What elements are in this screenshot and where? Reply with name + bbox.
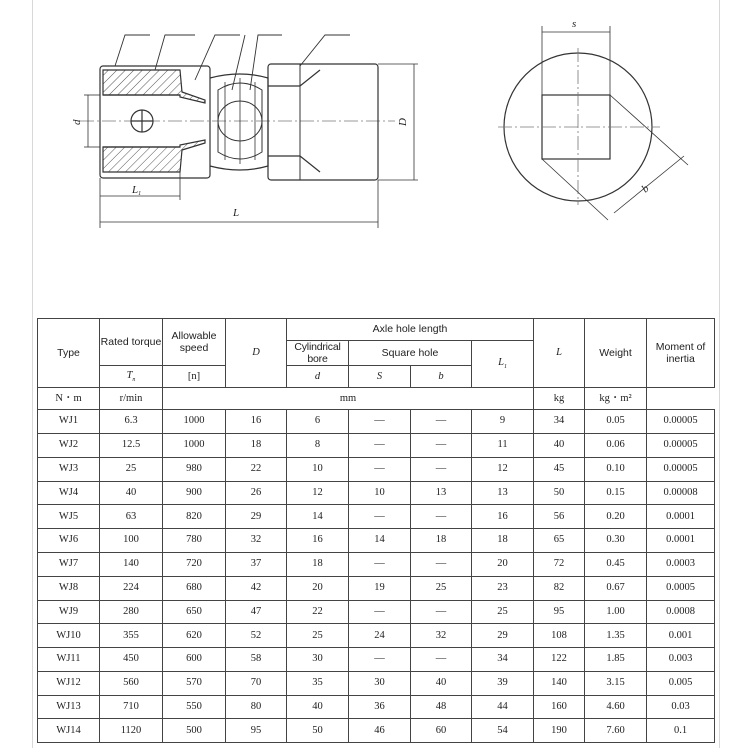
cell-L1: 44 bbox=[472, 695, 534, 719]
cell-weight: 1.35 bbox=[585, 624, 647, 648]
cell-b: 32 bbox=[411, 624, 472, 648]
cell-type: WJ14 bbox=[38, 719, 100, 743]
cell-D: 80 bbox=[226, 695, 287, 719]
cell-b: — bbox=[411, 457, 472, 481]
cell-type: WJ3 bbox=[38, 457, 100, 481]
cell-L1: 29 bbox=[472, 624, 534, 648]
cell-L: 190 bbox=[534, 719, 585, 743]
cell-S: — bbox=[349, 457, 411, 481]
header-allowable-speed: Allowable speed bbox=[163, 319, 226, 366]
header-L1: $L_1$ bbox=[472, 341, 534, 388]
dim-s-label: s bbox=[572, 18, 577, 30]
header-b: b bbox=[411, 366, 472, 388]
cell-type: WJ1 bbox=[38, 410, 100, 434]
cell-weight: 7.60 bbox=[585, 719, 647, 743]
cell-L: 95 bbox=[534, 600, 585, 624]
cell-L: 122 bbox=[534, 648, 585, 672]
cell-weight: 0.67 bbox=[585, 576, 647, 600]
table-row bbox=[38, 719, 715, 743]
cell-L1: 54 bbox=[472, 719, 534, 743]
cell-L1: 12 bbox=[472, 457, 534, 481]
units-speed: r/min bbox=[100, 388, 163, 410]
cell-weight: 0.06 bbox=[585, 433, 647, 457]
cell-L1: 9 bbox=[472, 410, 534, 434]
cell-b: 25 bbox=[411, 576, 472, 600]
cell-weight: 0.10 bbox=[585, 457, 647, 481]
table-row bbox=[38, 576, 715, 600]
cell-d: 50 bbox=[287, 719, 349, 743]
cell-moment-of-inertia: 0.00005 bbox=[647, 410, 715, 434]
cell-d: 40 bbox=[287, 695, 349, 719]
cell-allowable-speed: 600 bbox=[163, 648, 226, 672]
cell-rated-torque: 224 bbox=[100, 576, 163, 600]
cell-L: 40 bbox=[534, 433, 585, 457]
cell-d: 8 bbox=[287, 433, 349, 457]
cell-S: 10 bbox=[349, 481, 411, 505]
table-row bbox=[38, 695, 715, 719]
cell-weight: 0.15 bbox=[585, 481, 647, 505]
cell-moment-of-inertia: 0.03 bbox=[647, 695, 715, 719]
dim-d-label: d bbox=[71, 119, 83, 125]
cell-D: 22 bbox=[226, 457, 287, 481]
cell-allowable-speed: 1000 bbox=[163, 433, 226, 457]
cell-S: 36 bbox=[349, 695, 411, 719]
cell-rated-torque: 355 bbox=[100, 624, 163, 648]
cell-d: 6 bbox=[287, 410, 349, 434]
cell-rated-torque: 25 bbox=[100, 457, 163, 481]
units-torque: N・m bbox=[38, 388, 100, 410]
cell-type: WJ9 bbox=[38, 600, 100, 624]
cell-b: 60 bbox=[411, 719, 472, 743]
cell-allowable-speed: 980 bbox=[163, 457, 226, 481]
cell-L1: 11 bbox=[472, 433, 534, 457]
cell-L1: 39 bbox=[472, 671, 534, 695]
cell-allowable-speed: 650 bbox=[163, 600, 226, 624]
cell-rated-torque: 450 bbox=[100, 648, 163, 672]
cell-d: 20 bbox=[287, 576, 349, 600]
units-weight: kg bbox=[534, 388, 585, 410]
cell-L: 56 bbox=[534, 505, 585, 529]
cell-S: — bbox=[349, 433, 411, 457]
units-inertia: kg・m² bbox=[585, 388, 647, 410]
cell-d: 10 bbox=[287, 457, 349, 481]
header-D: D bbox=[226, 319, 287, 388]
cell-moment-of-inertia: 0.0008 bbox=[647, 600, 715, 624]
cell-S: 24 bbox=[349, 624, 411, 648]
cell-moment-of-inertia: 0.005 bbox=[647, 671, 715, 695]
cell-S: 46 bbox=[349, 719, 411, 743]
dim-D-label: D bbox=[397, 118, 409, 126]
cell-d: 14 bbox=[287, 505, 349, 529]
coupling-drawing bbox=[0, 0, 750, 300]
cell-L: 140 bbox=[534, 671, 585, 695]
cell-b: — bbox=[411, 433, 472, 457]
cell-type: WJ6 bbox=[38, 529, 100, 553]
cell-rated-torque: 140 bbox=[100, 552, 163, 576]
cell-S: — bbox=[349, 600, 411, 624]
cell-D: 70 bbox=[226, 671, 287, 695]
cell-D: 42 bbox=[226, 576, 287, 600]
dimension-labels bbox=[71, 18, 652, 219]
cell-moment-of-inertia: 0.0005 bbox=[647, 576, 715, 600]
cell-allowable-speed: 780 bbox=[163, 529, 226, 553]
cell-type: WJ11 bbox=[38, 648, 100, 672]
cell-D: 32 bbox=[226, 529, 287, 553]
cell-allowable-speed: 820 bbox=[163, 505, 226, 529]
cell-L1: 16 bbox=[472, 505, 534, 529]
cell-type: WJ12 bbox=[38, 671, 100, 695]
cell-type: WJ13 bbox=[38, 695, 100, 719]
cell-type: WJ5 bbox=[38, 505, 100, 529]
cell-weight: 0.45 bbox=[585, 552, 647, 576]
table-row bbox=[38, 457, 715, 481]
cell-b: 18 bbox=[411, 529, 472, 553]
cell-L: 34 bbox=[534, 410, 585, 434]
cell-allowable-speed: 550 bbox=[163, 695, 226, 719]
header-speed-symbol: [n] bbox=[163, 366, 226, 388]
end-view bbox=[498, 26, 688, 220]
header-axle-hole-length: Axle hole length bbox=[287, 319, 534, 341]
cell-d: 25 bbox=[287, 624, 349, 648]
table-row bbox=[38, 648, 715, 672]
cell-D: 47 bbox=[226, 600, 287, 624]
cell-L: 160 bbox=[534, 695, 585, 719]
cell-weight: 1.85 bbox=[585, 648, 647, 672]
header-weight: Weight bbox=[585, 319, 647, 388]
cell-weight: 1.00 bbox=[585, 600, 647, 624]
cell-rated-torque: 12.5 bbox=[100, 433, 163, 457]
cell-L: 82 bbox=[534, 576, 585, 600]
cell-allowable-speed: 500 bbox=[163, 719, 226, 743]
cell-moment-of-inertia: 0.0001 bbox=[647, 505, 715, 529]
dim-b-label: b bbox=[639, 182, 652, 196]
cell-L: 72 bbox=[534, 552, 585, 576]
table-row bbox=[38, 600, 715, 624]
table-row bbox=[38, 505, 715, 529]
cell-d: 12 bbox=[287, 481, 349, 505]
cell-moment-of-inertia: 0.1 bbox=[647, 719, 715, 743]
header-d: d bbox=[287, 366, 349, 388]
table-row bbox=[38, 410, 715, 434]
cell-D: 29 bbox=[226, 505, 287, 529]
table-row bbox=[38, 481, 715, 505]
cell-b: — bbox=[411, 648, 472, 672]
cell-type: WJ10 bbox=[38, 624, 100, 648]
cell-weight: 4.60 bbox=[585, 695, 647, 719]
header-moment-of-inertia: Moment of inertia bbox=[647, 319, 715, 388]
cell-S: — bbox=[349, 505, 411, 529]
cell-weight: 0.05 bbox=[585, 410, 647, 434]
header-torque-symbol: $T_n$ bbox=[100, 366, 163, 388]
cell-rated-torque: 710 bbox=[100, 695, 163, 719]
header-type: Type bbox=[38, 319, 100, 388]
cell-rated-torque: 560 bbox=[100, 671, 163, 695]
cell-d: 18 bbox=[287, 552, 349, 576]
cell-b: 40 bbox=[411, 671, 472, 695]
cell-type: WJ8 bbox=[38, 576, 100, 600]
cell-D: 18 bbox=[226, 433, 287, 457]
cell-L1: 20 bbox=[472, 552, 534, 576]
cell-D: 26 bbox=[226, 481, 287, 505]
spec-table bbox=[37, 318, 715, 743]
cell-D: 16 bbox=[226, 410, 287, 434]
table-row bbox=[38, 552, 715, 576]
cell-S: 19 bbox=[349, 576, 411, 600]
cell-d: 16 bbox=[287, 529, 349, 553]
cell-moment-of-inertia: 0.001 bbox=[647, 624, 715, 648]
cell-L1: 18 bbox=[472, 529, 534, 553]
cell-weight: 3.15 bbox=[585, 671, 647, 695]
dim-L-label: L bbox=[233, 207, 240, 219]
cell-S: 14 bbox=[349, 529, 411, 553]
cell-allowable-speed: 680 bbox=[163, 576, 226, 600]
cell-D: 95 bbox=[226, 719, 287, 743]
cell-b: 48 bbox=[411, 695, 472, 719]
cell-rated-torque: 40 bbox=[100, 481, 163, 505]
cell-d: 22 bbox=[287, 600, 349, 624]
cell-rated-torque: 63 bbox=[100, 505, 163, 529]
cell-L1: 23 bbox=[472, 576, 534, 600]
cell-b: 13 bbox=[411, 481, 472, 505]
cell-S: — bbox=[349, 648, 411, 672]
cell-b: — bbox=[411, 505, 472, 529]
cell-b: — bbox=[411, 552, 472, 576]
header-S: S bbox=[349, 366, 411, 388]
cell-L1: 13 bbox=[472, 481, 534, 505]
cell-allowable-speed: 570 bbox=[163, 671, 226, 695]
cell-S: — bbox=[349, 410, 411, 434]
header-cylindrical-bore: Cylindrical bore bbox=[287, 341, 349, 366]
cell-S: 30 bbox=[349, 671, 411, 695]
cell-rated-torque: 100 bbox=[100, 529, 163, 553]
cell-moment-of-inertia: 0.0003 bbox=[647, 552, 715, 576]
cell-type: WJ7 bbox=[38, 552, 100, 576]
dim-L1-label: L1 bbox=[132, 184, 142, 197]
cell-D: 37 bbox=[226, 552, 287, 576]
cell-D: 52 bbox=[226, 624, 287, 648]
cell-allowable-speed: 720 bbox=[163, 552, 226, 576]
cell-rated-torque: 6.3 bbox=[100, 410, 163, 434]
cell-type: WJ2 bbox=[38, 433, 100, 457]
cell-L: 65 bbox=[534, 529, 585, 553]
cell-weight: 0.30 bbox=[585, 529, 647, 553]
cell-d: 35 bbox=[287, 671, 349, 695]
header-rated-torque: Rated torque bbox=[100, 319, 163, 366]
cell-D: 58 bbox=[226, 648, 287, 672]
cell-moment-of-inertia: 0.00008 bbox=[647, 481, 715, 505]
cell-b: — bbox=[411, 600, 472, 624]
cell-allowable-speed: 900 bbox=[163, 481, 226, 505]
table-row bbox=[38, 624, 715, 648]
cell-L1: 25 bbox=[472, 600, 534, 624]
cell-weight: 0.20 bbox=[585, 505, 647, 529]
cell-type: WJ4 bbox=[38, 481, 100, 505]
cell-S: — bbox=[349, 552, 411, 576]
header-square-hole: Square hole bbox=[349, 341, 472, 366]
cell-moment-of-inertia: 0.00005 bbox=[647, 433, 715, 457]
cell-L: 108 bbox=[534, 624, 585, 648]
cell-allowable-speed: 1000 bbox=[163, 410, 226, 434]
table-row bbox=[38, 433, 715, 457]
cell-moment-of-inertia: 0.00005 bbox=[647, 457, 715, 481]
cell-moment-of-inertia: 0.0001 bbox=[647, 529, 715, 553]
cell-rated-torque: 280 bbox=[100, 600, 163, 624]
header-L: L bbox=[534, 319, 585, 388]
cell-L: 50 bbox=[534, 481, 585, 505]
table-row bbox=[38, 671, 715, 695]
table-row bbox=[38, 529, 715, 553]
cell-d: 30 bbox=[287, 648, 349, 672]
cell-allowable-speed: 620 bbox=[163, 624, 226, 648]
side-view bbox=[80, 35, 418, 228]
units-length: mm bbox=[163, 388, 534, 410]
cell-L: 45 bbox=[534, 457, 585, 481]
cell-L1: 34 bbox=[472, 648, 534, 672]
cell-b: — bbox=[411, 410, 472, 434]
cell-rated-torque: 1120 bbox=[100, 719, 163, 743]
cell-moment-of-inertia: 0.003 bbox=[647, 648, 715, 672]
